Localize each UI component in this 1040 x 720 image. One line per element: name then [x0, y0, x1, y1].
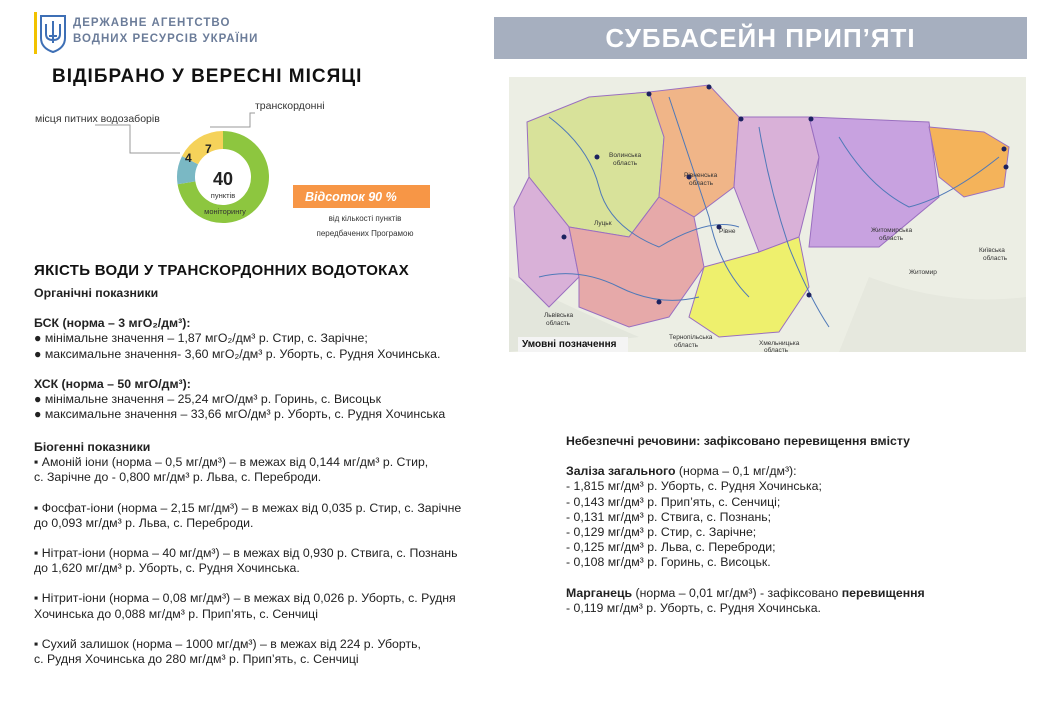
agency-line-1: ДЕРЖАВНЕ АГЕНТСТВО [73, 17, 231, 29]
donut-sub-1: пунктів [210, 191, 236, 200]
monitoring-donut-chart [176, 130, 270, 224]
selected-heading: ВІДІБРАНО У ВЕРЕСНІ МІСЯЦІ [52, 66, 363, 87]
hazard-section [566, 434, 1006, 616]
svg-text:область: область [983, 255, 1008, 262]
subbasin-banner: СУББАСЕЙН ПРИП’ЯТІ [494, 17, 1027, 59]
transboundary-label: транскордонні [255, 100, 325, 112]
map-label-volyn: Волинська [609, 152, 642, 159]
percent-caption [300, 211, 430, 241]
iron-item-2: - 0,131 мг/дм³ р. Ствига, с. Познань; [566, 509, 772, 524]
manganese-item: - 0,119 мг/дм³ р. Уборть, с. Рудня Хочинська. [566, 600, 821, 615]
bsk-max: ● максимальне значення- 3,60 мгО₂/дм³ р. Уборть, с. Рудня Хочинська. [34, 346, 441, 361]
map-legend-button[interactable]: Умовні позначення [518, 337, 628, 352]
svg-text:область: область [674, 342, 699, 349]
svg-text:Львівська: Львівська [544, 312, 574, 319]
svg-text:Рівненська: Рівненська [684, 172, 718, 179]
svg-text:область: область [764, 347, 789, 352]
percent-caption-1: від кількості пунктів [328, 214, 402, 223]
subbasin-map [509, 77, 1026, 352]
nitrate-line-2: до 1,620 мг/дм³ р. Уборть, с. Рудня Хочинська. [34, 561, 300, 576]
svg-text:Луцьк: Луцьк [594, 220, 612, 227]
organic-heading: Органічні показники [34, 286, 159, 300]
xsk-max: ● максимальне значення – 33,66 мгО/дм³ р. Уборть, с. Рудня Хочинська [34, 407, 446, 422]
organic-section [34, 286, 514, 422]
donut-total: 40 [212, 169, 234, 189]
svg-text:область: область [689, 180, 714, 187]
iron-item-5: - 0,108 мг/дм³ р. Горинь, с. Висоцьк. [566, 555, 771, 570]
biogen-section [34, 440, 524, 667]
iron-heading [566, 464, 1006, 479]
agency-line-2: ВОДНИХ РЕСУРСІВ УКРАЇНИ [73, 33, 259, 45]
nitrate-line-1: ▪ Нітрат-іони (норма – 40 мг/дм³) – в межах від 0,930 р. Ствига, с. Познань [34, 546, 458, 561]
map-graphic [509, 77, 1026, 352]
xsk-heading: ХСК (норма – 50 мгО/дм³): [34, 376, 191, 391]
phosphate-line-2: до 0,093 мг/дм³ р. Льва, с. Переброди. [34, 515, 254, 530]
iron-item-0: - 1,815 мг/дм³ р. Уборть, с. Рудня Хочинська; [566, 479, 822, 494]
iron-item-4: - 0,125 мг/дм³ р. Льва, с. Переброди; [566, 540, 776, 555]
manganese-exceed: перевищення [841, 585, 925, 600]
svg-text:область: область [879, 235, 904, 242]
svg-text:Житомир: Житомир [909, 269, 937, 276]
drinking-count-label: 4 [185, 151, 192, 165]
residue-line-1: ▪ Сухий залишок (норма – 1000 мг/дм³) – в межах від 224 р. Уборть, [34, 636, 421, 651]
donut-leader-lines [0, 0, 340, 230]
quality-heading: ЯКІСТЬ ВОДИ У ТРАНСКОРДОННИХ ВОДОТОКАХ [34, 262, 410, 279]
percent-badge: Відсоток 90 % [293, 185, 430, 208]
bsk-heading: БСК (норма – 3 мгО₂/дм³): [34, 316, 191, 331]
percent-caption-2: передбачених Програмою [316, 229, 414, 238]
svg-text:Київська: Київська [979, 247, 1005, 254]
iron-name: Заліза загального [566, 464, 676, 479]
svg-text:область: область [613, 160, 638, 167]
svg-text:Хмельницька: Хмельницька [759, 340, 800, 347]
donut-sub-2: моніторингу [204, 207, 246, 216]
svg-text:Житомирська: Житомирська [871, 227, 913, 234]
phosphate-line-1: ▪ Фосфат-іони (норма – 2,15 мг/дм³) – в межах від 0,035 р. Стир, с. Зарічне [34, 500, 462, 515]
svg-text:Рівне: Рівне [719, 228, 736, 235]
transboundary-count-label: 7 [205, 142, 212, 156]
nitrite-line-1: ▪ Нітрит-іони (норма – 0,08 мг/дм³) – в межах від 0,026 р. Уборть, с. Рудня [34, 591, 456, 606]
hazard-heading: Небезпечні речовини: зафіксовано перевищення вмісту [566, 434, 910, 448]
biogen-heading: Біогенні показники [34, 440, 151, 454]
drinking-intake-label: місця питних водозаборів [35, 113, 160, 125]
residue-line-2: с. Рудня Хочинська до 280 мг/дм³ р. Прип’ять, с. Сенчиці [34, 652, 359, 667]
manganese-name: Марганець [566, 585, 633, 600]
manganese-norm: (норма – 0,01 мг/дм³) - зафіксовано [632, 585, 842, 600]
manganese-heading [566, 586, 1006, 601]
iron-norm: (норма – 0,1 мг/дм³): [675, 464, 797, 479]
svg-text:область: область [546, 320, 571, 327]
iron-item-1: - 0,143 мг/дм³ р. Прип’ять, с. Сенчиці; [566, 494, 781, 509]
svg-text:Тернопільська: Тернопільська [669, 334, 713, 341]
nitrite-line-2: Хочинська до 0,088 мг/дм³ р. Прип’ять, с. Сенчиці [34, 606, 318, 621]
ammonium-line-1: ▪ Амоній іони (норма – 0,5 мг/дм³) – в межах від 0,144 мг/дм³ р. Стир, [34, 455, 429, 470]
ammonium-line-2: с. Зарічне до - 0,800 мг/дм³ р. Льва, с. Переброди. [34, 470, 322, 485]
iron-item-3: - 0,129 мг/дм³ р. Стир, с. Зарічне; [566, 525, 757, 540]
bsk-min: ● мінімальне значення – 1,87 мгО₂/дм³ р. Стир, с. Зарічне; [34, 331, 368, 346]
xsk-min: ● мінімальне значення – 25,24 мгО/дм³ р. Горинь, с. Висоцьк [34, 392, 381, 407]
